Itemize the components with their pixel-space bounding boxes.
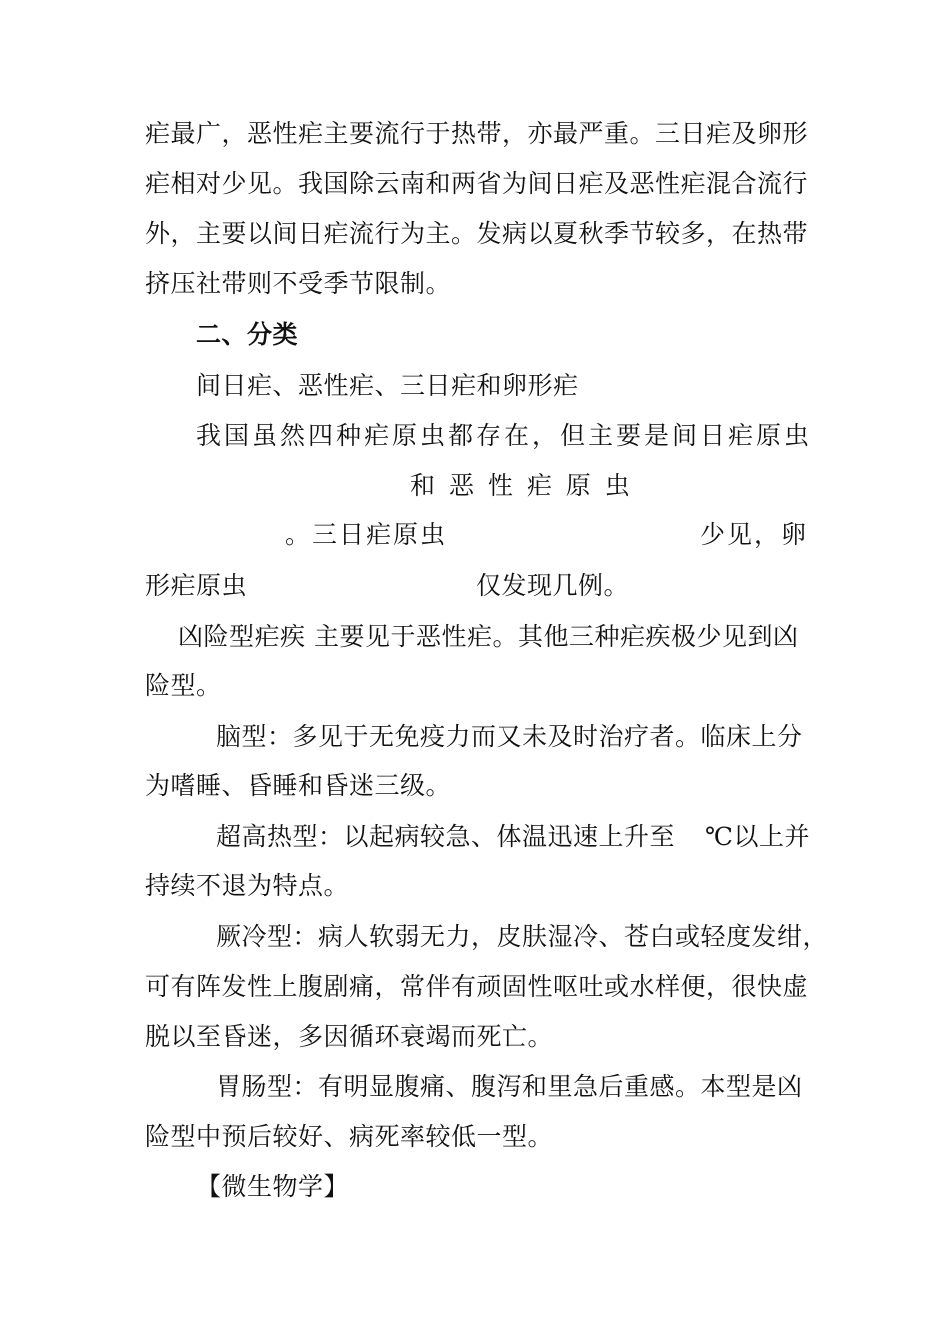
fever-para-line2: 持续不退为特点。 [145,871,350,900]
china-para-line3a: 。三日疟原虫 [285,520,448,549]
gi-para-line1: 胃肠型：有明显腹痛、腹泻和里急后重感。本型是凶 [216,1072,803,1101]
china-para-line1: 我国虽然四种疟原虫都存在，但主要是间日疟原虫 [196,421,813,450]
brain-para-line1: 脑型：多见于无免疫力而又未及时治疗者。临床上分 [216,722,803,751]
china-para-line4b: 仅发现几例。 [476,571,630,600]
fever-para-line1: 超高热型：以起病较急、体温迅速上升至 [216,822,676,851]
section-heading: 二、分类 [196,320,299,349]
paragraph-line: 挤压社带则不受季节限制。 [145,269,452,298]
brain-para-line2: 为嗜睡、昏睡和昏迷三级。 [145,771,452,800]
gi-para-line2: 险型中预后较好、病死率较低一型。 [145,1122,554,1151]
paragraph-line: 疟相对少见。我国除云南和两省为间日疟及恶性疟混合流行 [145,169,809,198]
cold-para-line2: 可有阵发性上腹剧痛，常伴有顽固性呕吐或水样便，很快虚 [145,972,809,1001]
severe-para-line2: 险型。 [145,671,222,700]
paragraph-line: 疟最广，恶性疟主要流行于热带，亦最严重。三日疟及卵形 [145,119,809,148]
types-line: 间日疟、恶性疟、三日疟和卵形疟 [196,371,579,400]
cold-para-line3: 脱以至昏迷，多因循环衰竭而死亡。 [145,1022,554,1051]
china-para-line2: 和 恶 性 疟 原 虫 [410,471,633,500]
cold-para-line1: 厥冷型：病人软弱无力，皮肤湿冷、苍白或轻度发绀， [216,922,829,951]
fever-para-unit: ℃以上并 [705,822,810,851]
micro-heading: 【微生物学】 [196,1172,350,1201]
severe-para-line1: 凶险型疟疾 主要见于恶性疟。其他三种疟疾极少见到凶 [178,622,799,651]
paragraph-line: 外，主要以间日疟流行为主。发病以夏秋季节较多，在热带 [145,219,809,248]
china-para-line4a: 形疟原虫 [145,571,248,600]
china-para-line3b: 少见，卵 [700,520,809,549]
